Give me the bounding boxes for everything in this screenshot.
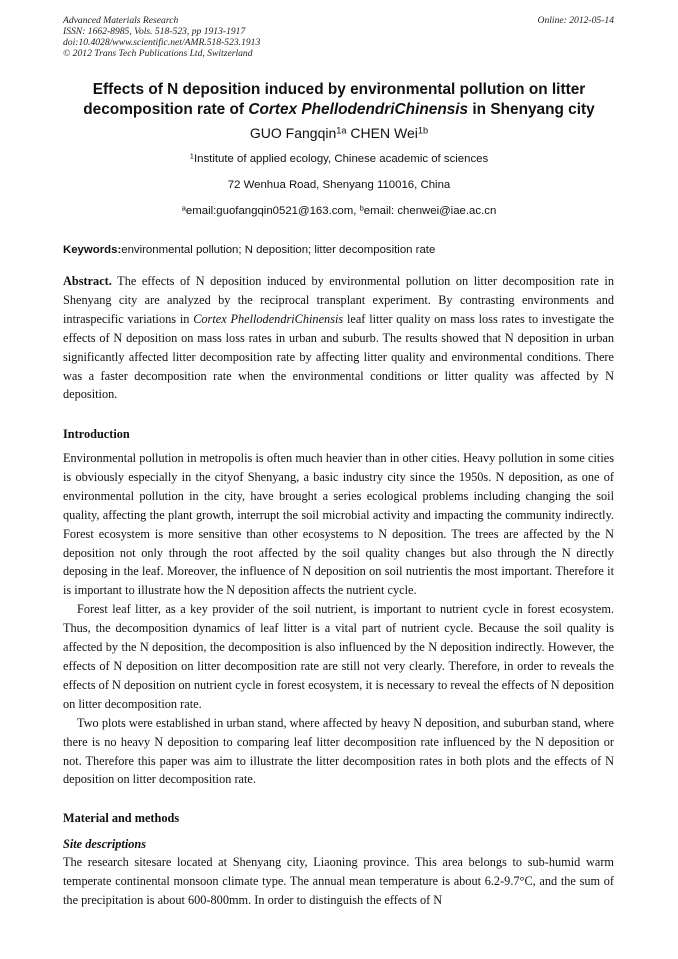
title-line-1: Effects of N deposition induced by environmental pollution on litter [92,81,586,98]
keywords-label: Keywords: [63,244,122,256]
site-descriptions-heading: Site descriptions [63,837,147,851]
intro-paragraph-3: Two plots were established in urban stand, where affected by heavy N deposition, and suburban stand, where there is no heavy N deposition to comparing leaf litter decomposition rate influenced by the N deposition or not. Therefore this paper was aim to illustrate the litter decomposition rates in both plots and the effects of N deposition on litter decomposition rate. [63,715,614,787]
author-1: GUO Fangqin [249,125,337,141]
introduction-heading: Introduction [63,427,130,441]
online-date: Online: 2012-05-14 [537,15,614,26]
keywords [63,243,615,257]
abstract-text-1: The effects of N deposition induced by environmental pollution on litter decomposition rate in Shenyang city are analyzed by the reciprocal transplant experiment. By contrasting environments and intraspecific variations in [63,274,614,326]
methods-body [63,853,614,910]
keywords-text: environmental pollution; N deposition; litter decomposition rate [121,244,436,256]
abstract-species: Cortex PhellodendriChinensis [193,311,344,326]
intro-paragraph-1: Environmental pollution in metropolis is often much heavier than in other cities. Heavy pollution in some cities is obviously especially in the cityof Shenyang, a basic industry city since the 1950s. N deposition, as one of environmental pollution in the city, have brought a series ecological problems including changing the soil quality, affecting the plant growth, interrupt the soil microbial activity and impacting the community indirectly. Forest ecosystem is more sensitive than other ecosystems to N deposition. The trees are affected by the N deposition not only through the root affected by the soil quality changes but also through the N directly deposing in the leaf. Moreover, the influence of N deposition on soil nutrientis the most important. Therefore it is important to illustrate how the N deposition affects the nutrient cycle. [63,451,614,598]
title-line-2 [50,100,628,120]
abstract-label: Abstract. [63,274,112,288]
author-list [0,124,678,142]
intro-paragraph-2: Forest leaf litter, as a key provider of the soil nutrient, is important to nutrient cycle in forest ecosystem. Thus, the decomposition dynamics of leaf litter is a vital part of nutrient cycle. Because the soil quality is affected by the N deposition, the decomposition is also influenced by the N deposition indirectly. However, the effects of N deposition on litter decomposition rate are still not very clearly. Therefore, in order to reveals the effects of N deposition on nutrient cycle in forest ecosystem, it is necessary to reveal the effects of N deposition on litter decomposition rate. [63,602,614,711]
author-2: CHEN Wei [350,125,418,141]
institute-name: Institute of applied ecology, Chinese academic of sciences [193,153,489,165]
author-2-sup: 1b [417,125,429,136]
paper-title [50,80,628,119]
methods-paragraph-1: The research sitesare located at Shenyang city, Liaoning province. This area belongs to sub-humid warm temperate continental monsoon climate type. The annual mean temperature is about 6.2-9.7°C, and the sum of the precipitation is about 600-800mm. In order to distinguish the effects of N [63,855,614,907]
affiliation-address: 72 Wenhua Road, Shenyang 110016, China [227,179,451,191]
affiliation-emails [0,204,678,218]
affiliation-institute [0,152,678,166]
email-a-sup: a [181,203,186,213]
copyright-line: © 2012 Trans Tech Publications Ltd, Switzerland [63,48,253,59]
title-prefix: decomposition rate of [83,100,249,118]
doi-line: doi:10.4028/www.scientific.net/AMR.518-523.1913 [63,37,261,48]
journal-name: Advanced Materials Research [63,15,179,26]
abstract [63,272,614,404]
author-1-sup: 1a [336,125,347,136]
introduction-body [63,449,614,789]
abstract-text-2: leaf litter quality on mass loss rates to investigate the effects of N deposition on mass loss rates in urban and suburb. The results showed that N deposition in urban significantly affected litter decomposition rate by affecting litter quality and environmental conditions. There was a faster decomposition rate when the environmental conditions or litter quality was affected by N deposition. [63,311,614,402]
affiliation-sup: 1 [189,151,194,161]
title-species: Cortex PhellodendriChinensis [248,100,469,118]
email-a: email:guofangqin0521@163.com, [185,205,360,217]
issn-line: ISSN: 1662-8985, Vols. 518-523, pp 1913-1917 [63,26,246,37]
journal-header [63,15,403,59]
email-b-sup: b [359,203,364,213]
title-suffix: in Shenyang city [468,100,595,118]
methods-heading: Material and methods [63,811,180,825]
email-b: email: chenwei@iae.ac.cn [363,205,497,217]
